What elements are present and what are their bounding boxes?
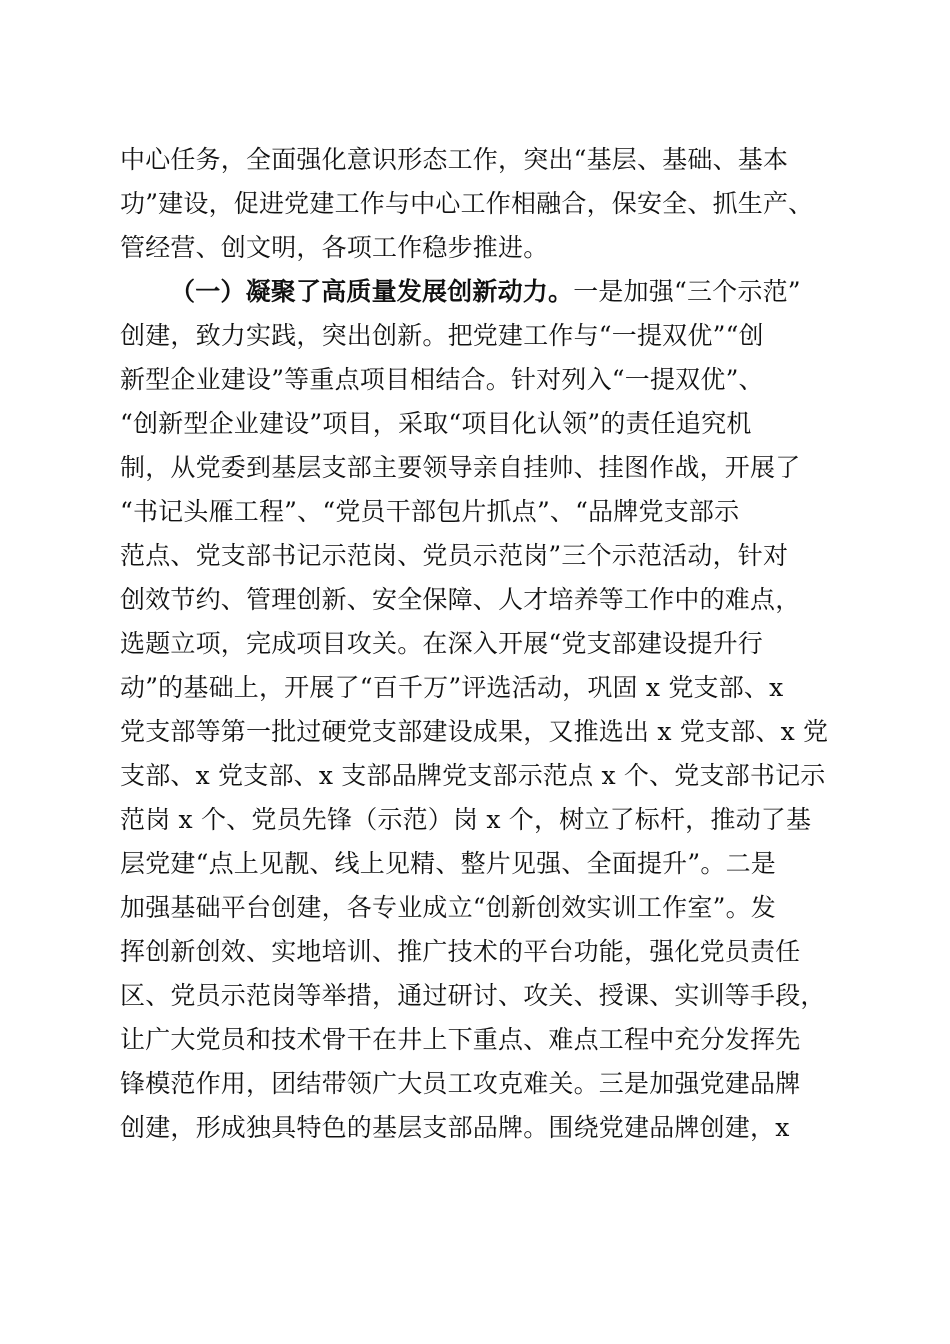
text-line: 创建，致力实践，突出创新。把党建工作与“一提双优”“创: [120, 321, 764, 350]
text-line: 新型企业建设”等重点项目相结合。针对列入“一提双优”、: [120, 365, 764, 394]
text-line: 选题立项，完成项目攻关。在深入开展“党支部建设提升行: [120, 629, 763, 658]
text-line: “创新型企业建设”项目，采取“项目化认领”的责任追究机: [120, 409, 752, 438]
text-line: 加强基础平台创建，各专业成立“创新创效实训工作室”。发: [120, 893, 776, 922]
section-heading-rest: 一是加强“三个示范”: [573, 277, 801, 306]
text-line: 让广大党员和技术骨干在井上下重点、难点工程中充分发挥先: [120, 1025, 801, 1054]
text-line: 功”建设，促进党建工作与中心工作相融合，保安全、抓生产、: [120, 189, 814, 218]
text-line: 创效节约、管理创新、安全保障、人才培养等工作中的难点，: [120, 585, 801, 614]
text-line: 挥创新创效、实地培训、推广技术的平台功能，强化党员责任: [120, 937, 801, 966]
text-line: 创建，形成独具特色的基层支部品牌。围绕党建品牌创建，x: [120, 1113, 790, 1142]
section-heading-line: [170, 270, 832, 314]
text-line: 管经营、创文明，各项工作稳步推进。: [120, 233, 549, 262]
text-line: 范点、党支部书记示范岗、党员示范岗”三个示范活动，针对: [120, 541, 789, 570]
text-line: 区、党员示范岗等举措，通过研讨、攻关、授课、实训等手段，: [120, 981, 826, 1010]
section-heading: （一）凝聚了高质量发展创新动力。: [170, 277, 574, 306]
text-line: 动”的基础上，开展了“百千万”评选活动，巩固 x 党支部、x: [120, 673, 784, 702]
text-line: 中心任务，全面强化意识形态工作，突出“基层、基础、基本: [120, 145, 789, 174]
text-line: 支部、x 党支部、x 支部品牌党支部示范点 x 个、党支部书记示: [120, 761, 826, 790]
text-line: 范岗 x 个、党员先锋（示范）岗 x 个，树立了标杆，推动了基: [120, 805, 812, 834]
text-line: 制，从党委到基层支部主要领导亲自挂帅、挂图作战，开展了: [120, 453, 801, 482]
text-line: 锋模范作用，团结带领广大员工攻克难关。三是加强党建品牌: [120, 1069, 801, 1098]
text-line: “书记头雁工程”、“党员干部包片抓点”、“品牌党支部示: [120, 497, 740, 526]
text-line: 层党建“点上见靓、线上见精、整片见强、全面提升”。二是: [120, 849, 776, 878]
text-line: 党支部等第一批过硬党支部建设成果，又推选出 x 党支部、x 党: [120, 717, 829, 746]
